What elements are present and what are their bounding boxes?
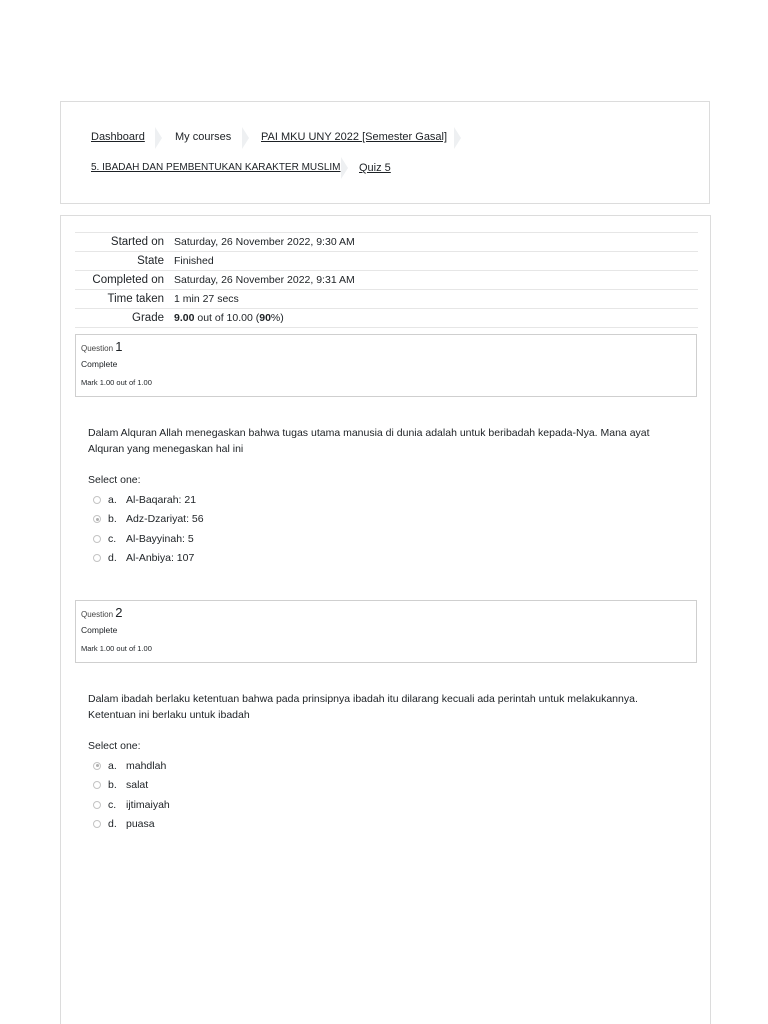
answer-option-a[interactable]	[93, 756, 170, 776]
answer-text: Adz-Dzariyat: 56	[126, 513, 204, 526]
radio-icon[interactable]	[93, 820, 101, 828]
breadcrumb-section[interactable]: 5. IBADAH DAN PEMBENTUKAN KARAKTER MUSLIM	[91, 162, 341, 173]
grade-percent-suffix: %)	[270, 312, 284, 324]
question-mark: Mark 1.00 out of 1.00	[81, 644, 152, 653]
question-text-1: Dalam Alquran Allah menegaskan bahwa tugas utama manusia di dunia adalah untuk beribadah kepada-Nya. Mana ayat Alquran yang menegaskan hal ini	[88, 427, 650, 455]
summary-value: Saturday, 26 November 2022, 9:31 AM	[174, 274, 355, 286]
question-text-2: Dalam ibadah berlaku ketentuan bahwa pada prinsipnya ibadah itu dilarang kecuali ada perintah untuk melakukannya. Ketentuan ini berlaku untuk ibadah	[88, 693, 638, 721]
answer-letter: a.	[108, 759, 117, 772]
select-one-label: Select one:	[88, 474, 141, 486]
summary-value: 1 min 27 secs	[174, 293, 239, 305]
answer-text: Al-Baqarah: 21	[126, 493, 197, 506]
summary-label: Grade	[132, 312, 164, 324]
summary-row-grade	[75, 308, 698, 328]
breadcrumb-course[interactable]: PAI MKU UNY 2022 [Semester Gasal]	[261, 131, 448, 143]
summary-value: Saturday, 26 November 2022, 9:30 AM	[174, 236, 355, 248]
answer-option-c[interactable]	[93, 529, 204, 549]
answer-option-a[interactable]	[93, 490, 204, 510]
summary-row-started	[75, 232, 698, 251]
question-number-line	[81, 339, 123, 354]
question-number: 2	[115, 605, 123, 620]
question-info-2	[75, 600, 697, 663]
summary-label: Time taken	[107, 293, 164, 305]
summary-row-state	[75, 251, 698, 270]
quiz-review-card	[60, 215, 711, 1024]
answer-text: salat	[126, 779, 149, 792]
radio-checked-icon[interactable]	[93, 515, 101, 523]
breadcrumb-separator-icon	[454, 127, 461, 149]
summary-label: Completed on	[92, 274, 164, 286]
answer-text: Al-Bayyinah: 5	[126, 532, 194, 545]
radio-icon[interactable]	[93, 801, 101, 809]
radio-icon[interactable]	[93, 496, 101, 504]
question-number: 1	[115, 339, 123, 354]
grade-value	[174, 312, 284, 324]
answer-option-d[interactable]	[93, 815, 170, 835]
answer-text: mahdlah	[126, 759, 167, 772]
answer-option-d[interactable]	[93, 549, 204, 569]
breadcrumb-separator-icon	[242, 127, 249, 149]
question-mark: Mark 1.00 out of 1.00	[81, 378, 152, 387]
answer-text: puasa	[126, 818, 155, 831]
answer-text: ijtimaiyah	[126, 798, 170, 811]
summary-value: Finished	[174, 255, 214, 267]
select-one-label: Select one:	[88, 740, 141, 752]
breadcrumb	[60, 101, 710, 204]
answer-letter: d.	[108, 818, 117, 831]
answer-list-1	[93, 490, 204, 568]
answer-list-2	[93, 756, 170, 834]
summary-label: Started on	[110, 236, 164, 248]
answer-letter: d.	[108, 552, 117, 565]
answer-letter: b.	[108, 513, 117, 526]
grade-percent: 90	[259, 312, 271, 324]
radio-checked-icon[interactable]	[93, 762, 101, 770]
attempt-summary-table	[75, 232, 698, 328]
summary-row-completed	[75, 270, 698, 289]
question-info-1	[75, 334, 697, 397]
answer-letter: c.	[108, 798, 117, 811]
radio-icon[interactable]	[93, 554, 101, 562]
summary-row-time	[75, 289, 698, 308]
summary-label: State	[137, 255, 164, 267]
question-state: Complete	[81, 625, 118, 635]
answer-text: Al-Anbiya: 107	[126, 552, 195, 565]
question-number-line	[81, 605, 123, 620]
answer-letter: b.	[108, 779, 117, 792]
grade-total: out of 10.00 (	[194, 312, 260, 324]
breadcrumb-quiz[interactable]: Quiz 5	[359, 162, 391, 174]
question-prefix: Question	[81, 344, 114, 353]
question-prefix: Question	[81, 610, 114, 619]
breadcrumb-separator-icon	[341, 157, 348, 179]
answer-option-b[interactable]	[93, 510, 204, 530]
answer-option-c[interactable]	[93, 795, 170, 815]
answer-letter: c.	[108, 532, 117, 545]
breadcrumb-dashboard[interactable]: Dashboard	[91, 131, 145, 143]
answer-letter: a.	[108, 493, 117, 506]
question-state: Complete	[81, 359, 118, 369]
answer-option-b[interactable]	[93, 776, 170, 796]
grade-score: 9.00	[174, 312, 195, 324]
radio-icon[interactable]	[93, 781, 101, 789]
breadcrumb-my-courses: My courses	[175, 131, 232, 143]
breadcrumb-separator-icon	[155, 127, 162, 149]
radio-icon[interactable]	[93, 535, 101, 543]
